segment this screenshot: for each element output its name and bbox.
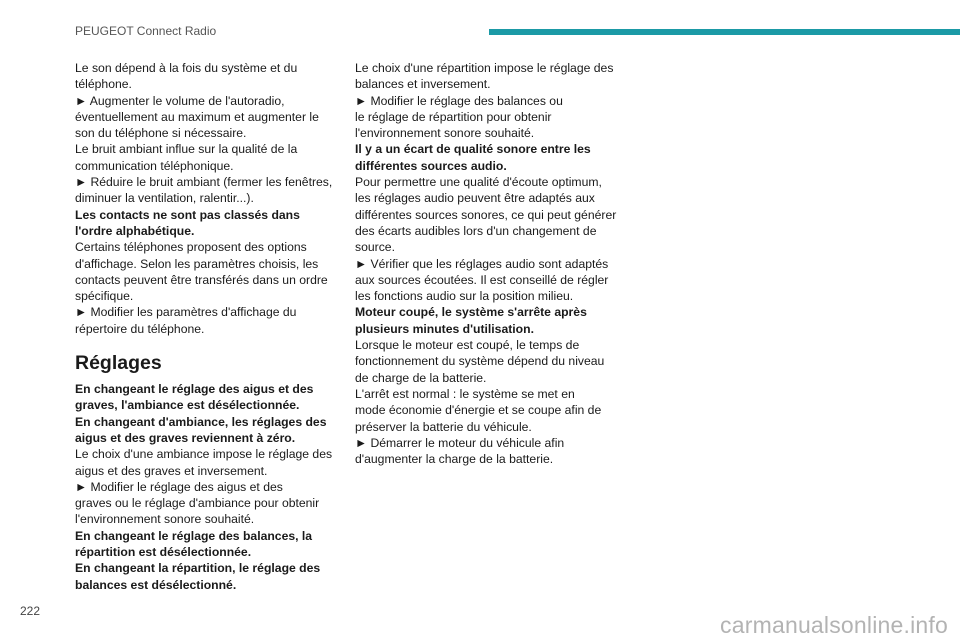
body-text-line: balances et inversement. xyxy=(355,77,491,92)
body-text-line: téléphone. xyxy=(75,77,132,92)
body-text-line: l'environnement sonore souhaité. xyxy=(355,126,535,141)
body-text-line: Le choix d'une répartition impose le réglage des xyxy=(355,61,614,75)
instruction-line: ► Modifier le réglage des aigus et des xyxy=(75,479,283,494)
right-column xyxy=(355,60,623,467)
page-number: 222 xyxy=(20,604,41,618)
watermark: carmanualsonline.info xyxy=(720,612,948,638)
bold-problem-line: Il y a un écart de qualité sonore entre les xyxy=(355,142,591,157)
header-title: PEUGEOT Connect Radio xyxy=(75,24,217,38)
bold-problem-line: différentes sources audio. xyxy=(355,158,507,173)
bold-problem-line: En changeant d'ambiance, les réglages des xyxy=(75,414,327,429)
body-text-line: fonctionnement du système dépend du niveau xyxy=(355,354,605,369)
body-text-line: Lorsque le moteur est coupé, le temps de xyxy=(355,338,580,353)
instruction-line: ► Réduire le bruit ambiant (fermer les fenêtres, xyxy=(75,175,333,190)
body-text-line: d'affichage. Selon les paramètres choisis, les xyxy=(75,256,319,271)
body-text-line: Le bruit ambiant influe sur la qualité de la xyxy=(75,142,298,157)
header-accent-bar xyxy=(489,29,960,35)
body-text-line: les réglages audio peuvent être adaptés aux xyxy=(355,191,595,206)
body-text-line: spécifique. xyxy=(75,289,134,304)
bold-problem-line: l'ordre alphabétique. xyxy=(75,223,195,238)
bold-problem-line: En changeant le réglage des aigus et des xyxy=(75,382,314,397)
body-text-line: diminuer la ventilation, ralentir...). xyxy=(75,191,254,206)
body-text-line: mode économie d'énergie et se coupe afin de xyxy=(355,403,602,418)
instruction-line: ► Modifier le réglage des balances ou xyxy=(355,93,563,108)
body-text-line: l'environnement sonore souhaité. xyxy=(75,512,255,527)
instruction-line: ► Modifier les paramètres d'affichage du xyxy=(75,305,297,320)
body-text-line: des écarts audibles lors d'un changement de xyxy=(355,223,597,238)
bold-problem-line: aigus et des graves reviennent à zéro. xyxy=(75,430,296,445)
body-text-line: différentes sources sonores, ce qui peut générer xyxy=(355,207,617,222)
bold-problem-line: En changeant le réglage des balances, la xyxy=(75,528,313,543)
body-text-line: L'arrêt est normal : le système se met en xyxy=(355,386,575,401)
body-text-line: le réglage de répartition pour obtenir xyxy=(355,109,552,124)
body-text-line: Pour permettre une qualité d'écoute optimum, xyxy=(355,175,602,190)
body-text-line: éventuellement au maximum et augmenter le xyxy=(75,109,319,124)
section-heading: Réglages xyxy=(75,352,162,375)
left-column xyxy=(75,60,343,593)
bold-problem-line: balances est désélectionné. xyxy=(75,577,237,592)
body-text-line: aux sources écoutées. Il est conseillé de régler xyxy=(355,272,609,287)
bold-problem-line: répartition est désélectionnée. xyxy=(75,545,252,560)
body-text-line: aigus et des graves et inversement. xyxy=(75,463,268,478)
body-text-line: Certains téléphones proposent des options xyxy=(75,240,307,255)
body-text-line: les fonctions audio sur la position milieu. xyxy=(355,289,574,304)
bold-problem-line: graves, l'ambiance est désélectionnée. xyxy=(75,398,300,413)
bold-problem-line: Moteur coupé, le système s'arrête après xyxy=(355,305,587,320)
bold-problem-line: Les contacts ne sont pas classés dans xyxy=(75,207,300,222)
instruction-line: ► Vérifier que les réglages audio sont adaptés xyxy=(355,256,609,271)
body-text-line: préserver la batterie du véhicule. xyxy=(355,419,532,434)
body-text-line: d'augmenter la charge de la batterie. xyxy=(355,452,554,467)
body-text-line: communication téléphonique. xyxy=(75,158,234,173)
body-text-line: répertoire du téléphone. xyxy=(75,321,205,336)
body-text-line: Le son dépend à la fois du système et du xyxy=(75,61,298,75)
body-text-line: source. xyxy=(355,240,395,255)
bold-problem-line: En changeant la répartition, le réglage des xyxy=(75,561,321,576)
body-text-line: son du téléphone si nécessaire. xyxy=(75,126,247,141)
instruction-line: ► Augmenter le volume de l'autoradio, xyxy=(75,93,285,108)
bold-problem-line: plusieurs minutes d'utilisation. xyxy=(355,321,534,336)
body-text-line: de charge de la batterie. xyxy=(355,370,487,385)
instruction-line: ► Démarrer le moteur du véhicule afin xyxy=(355,435,565,450)
body-text-line: Le choix d'une ambiance impose le réglage des xyxy=(75,447,333,462)
body-text-line: contacts peuvent être transférés dans un ordre xyxy=(75,272,328,287)
body-text-line: graves ou le réglage d'ambiance pour obtenir xyxy=(75,496,320,511)
